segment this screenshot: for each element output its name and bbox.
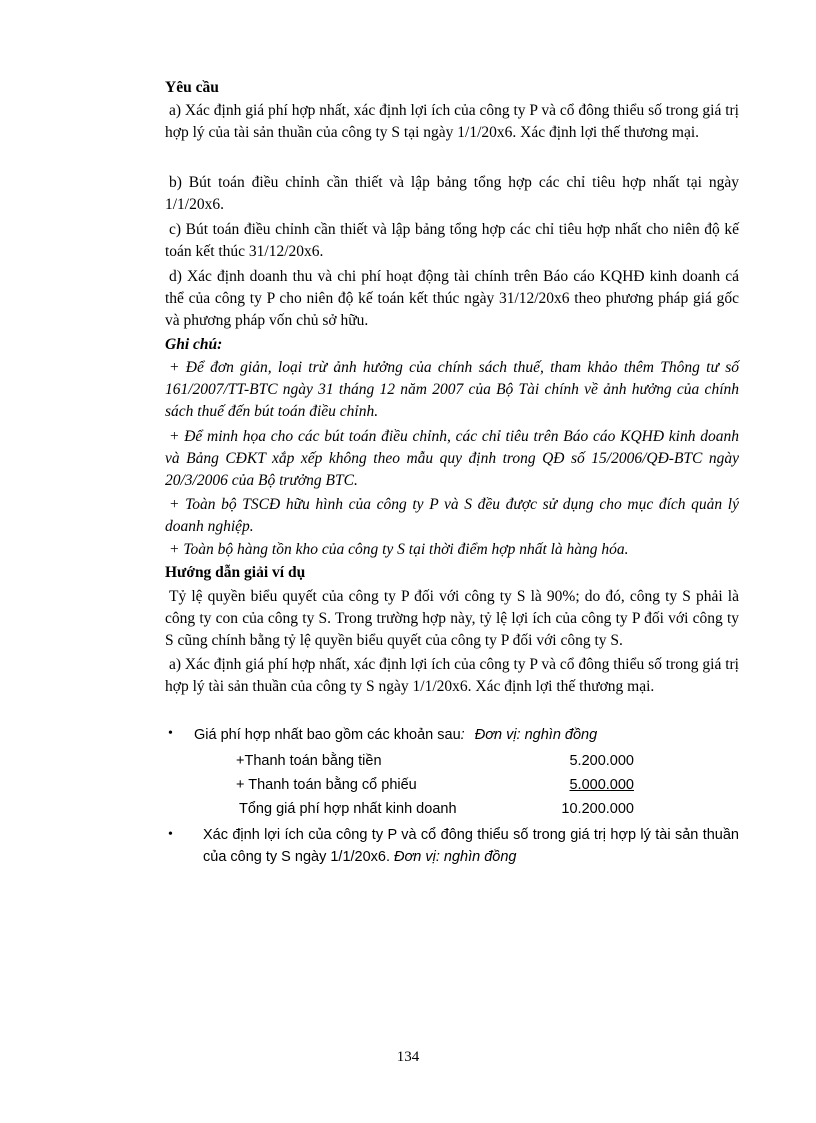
bullet-icon: • xyxy=(168,827,173,842)
cost-item-shares-value: 5.000.000 xyxy=(569,777,634,793)
guide-paragraph-a: a) Xác định giá phí hợp nhất, xác định lợi ích của công ty P và cổ đông thiểu số trong giá trị hợp lý tài sản thuần của công ty S ngày 1/1/20x6. Xác định lợi thế thương mại. xyxy=(165,656,739,695)
cost-total-label: Tổng giá phí hợp nhất kinh doanh xyxy=(239,801,457,817)
guide-paragraph-1: Tỷ lệ quyền biểu quyết của công ty P đối với công ty S là 90%; do đó, công ty S phải là công ty con của công ty S. Trong trường hợp này, tỷ lệ lợi ích của công ty P đối với công ty S cũng chính bằng tỷ lệ quyền biểu quyết của công ty P đối với công ty S. xyxy=(165,588,739,649)
cost-total-value: 10.200.000 xyxy=(561,801,634,817)
cost-unit: Đơn vị: nghìn đồng xyxy=(474,727,598,743)
requirement-d: d) Xác định doanh thu và chi phí hoạt động tài chính trên Báo cáo KQHĐ kinh doanh cá thể của công ty P cho niên độ kế toán kết thúc ngày 31/12/20x6 theo phương pháp giá gốc và phương pháp vốn chủ sở hữu. xyxy=(165,268,739,329)
note-1: + Để đơn giản, loại trừ ảnh hưởng của chính sách thuế, tham khảo thêm Thông tư số 161/2007/TT-BTC ngày 31 tháng 12 năm 2007 của Bộ Tài chính về ảnh hưởng của chính sách thuế đến bút toán điều chỉnh. xyxy=(165,359,739,420)
note-2: + Để minh họa cho các bút toán điều chỉnh, các chỉ tiêu trên Báo cáo KQHĐ kinh doanh và Bảng CĐKT xắp xếp không theo mẫu quy định trong QĐ số 15/2006/QĐ-BTC ngày 20/3/2006 của Bộ trưởng BTC. xyxy=(165,428,739,489)
interest-text: Xác định lợi ích của công ty P và cổ đông thiểu số trong giá trị hợp lý tài sản thuần của công ty S ngày 1/1/20x6. xyxy=(203,827,739,865)
note-3: + Toàn bộ TSCĐ hữu hình của công ty P và S đều được sử dụng cho mục đích quản lý doanh nghiệp. xyxy=(165,496,739,535)
requirement-b: b) Bút toán điều chỉnh cần thiết và lập bảng tổng hợp các chỉ tiêu hợp nhất tại ngày 1/1/20x6. xyxy=(165,174,739,213)
requirement-c: c) Bút toán điều chỉnh cần thiết và lập bảng tổng hợp các chỉ tiêu hợp nhất cho niên độ kế toán kết thúc 31/12/20x6. xyxy=(165,221,739,260)
cost-item-shares-label: + Thanh toán bằng cổ phiếu xyxy=(236,777,417,793)
cost-intro xyxy=(194,724,597,746)
requirements-heading: Yêu cầu xyxy=(165,79,219,96)
note-4: + Toàn bộ hàng tồn kho của công ty S tại thời điểm hợp nhất là hàng hóa. xyxy=(169,541,629,558)
requirement-a: a) Xác định giá phí hợp nhất, xác định lợi ích của công ty P và cổ đông thiểu số trong giá trị hợp lý của tài sản thuần của công ty S tại ngày 1/1/20x6. Xác định lợi thế thương mại. xyxy=(165,102,739,141)
cost-item-cash-label: +Thanh toán bằng tiền xyxy=(236,753,382,769)
bullet-icon: • xyxy=(168,726,173,741)
page-number: 134 xyxy=(396,1049,420,1065)
cost-intro-text: Giá phí hợp nhất bao gồm các khoản sau xyxy=(194,727,461,743)
cost-intro-colon: : xyxy=(460,727,465,743)
guide-heading: Hướng dẫn giải ví dụ xyxy=(165,564,306,581)
interest-paragraph xyxy=(203,824,739,868)
notes-heading: Ghi chú: xyxy=(165,336,223,353)
interest-unit: Đơn vị: nghìn đồng xyxy=(394,849,517,865)
cost-item-cash-value: 5.200.000 xyxy=(569,753,634,769)
